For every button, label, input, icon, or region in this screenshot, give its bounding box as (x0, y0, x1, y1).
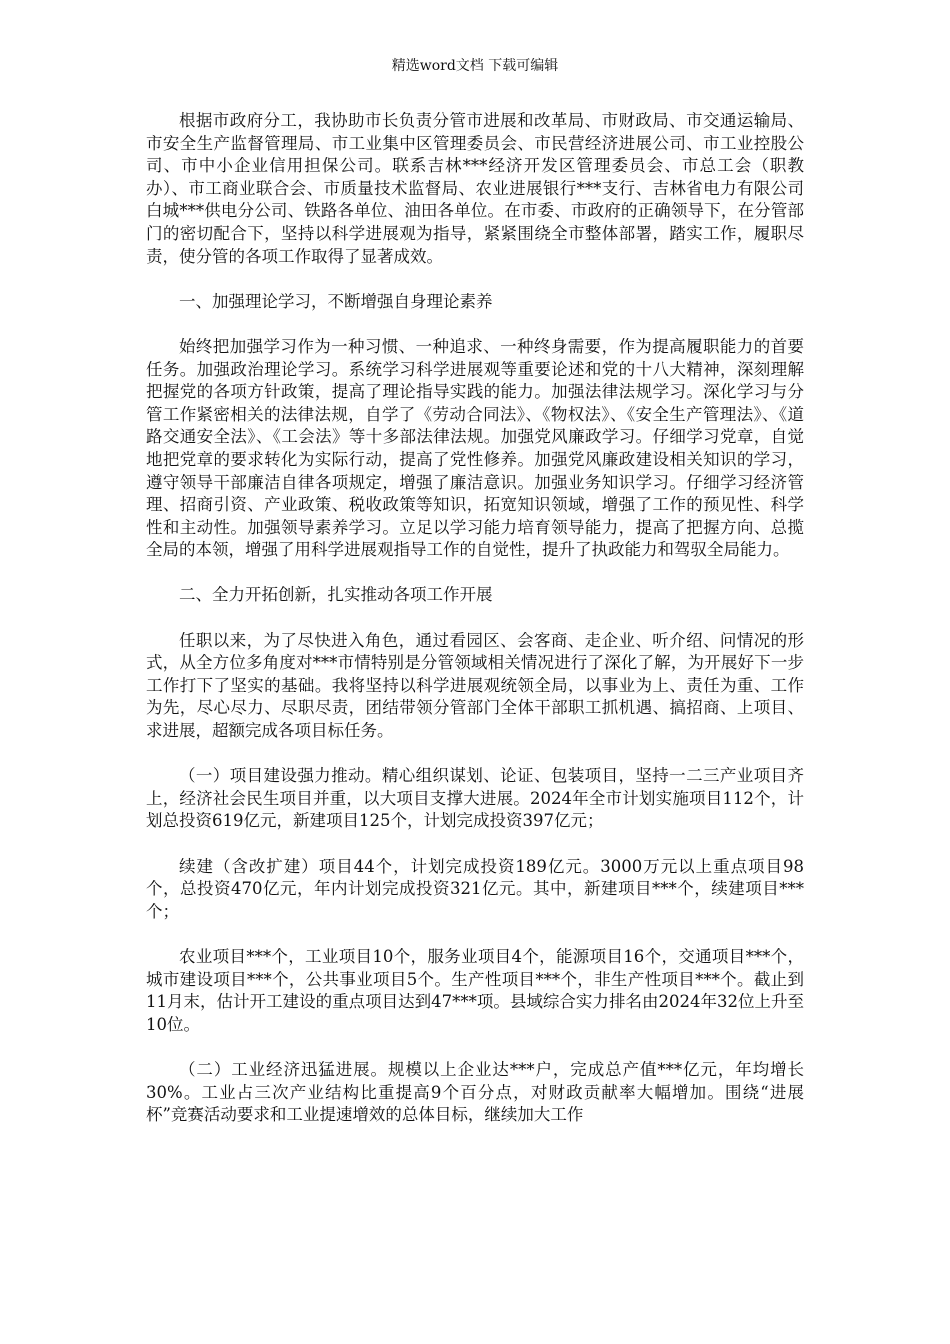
paragraph-continued-projects: 续建（含改扩建）项目44个，计划完成投资189亿元。3000万元以上重点项目98个，总投资470亿元，年内计划完成投资321亿元。其中，新建项目***个，续建项目***个； (146, 856, 804, 921)
paragraph-project-types: 农业项目***个，工业项目10个，服务业项目4个，能源项目16个，交通项目***个，城市建设项目***个，公共事业项目5个。生产性项目***个，非生产性项目***个。截止到11月末，估计开工建设的重点项目达到47***项。县域综合实力排名由2024年32位上升至10位。 (146, 946, 804, 1034)
paragraph-study: 始终把加强学习作为一种习惯、一种追求、一种终身需要，作为提高履职能力的首要任务。加强政治理论学习。系统学习科学进展观等重要论述和党的十八大精神，深刻理解把握党的各项方针政策，提高了理论指导实践的能力。加强法律法规学习。深化学习与分管工作紧密相关的法律法规，自学了《劳动合同法》、《物权法》、《安全生产管理法》、《道路交通安全法》、《工会法》等十多部法律法规。加强党风廉政学习。仔细学习党章，自觉地把党章的要求转化为实际行动，提高了党性修养。加强党风廉政建设相关知识的学习，遵守领导干部廉洁自律各项规定，增强了廉洁意识。加强业务知识学习。仔细学习经济管理、招商引资、产业政策、税收政策等知识，拓宽知识领域，增强了工作的预见性、科学性和主动性。加强领导素养学习。立足以学习能力培育领导能力，提高了把握方向、总揽全局的本领，增强了用科学进展观指导工作的自觉性，提升了执政能力和驾驭全局能力。 (146, 336, 804, 560)
paragraph-industry: （二）工业经济迅猛进展。规模以上企业达***户，完成总产值***亿元，年均增长30%。工业占三次产业结构比重提高9个百分点，对财政贡献率大幅增加。围绕“进展杯”竞赛活动要求和工业提速增效的总体目标，继续加大工作 (146, 1059, 804, 1125)
section-heading-2: 二、全力开拓创新，扎实推动各项工作开展 (179, 585, 493, 605)
paragraph-projects: （一）项目建设强力推动。精心组织谋划、论证、包装项目，坚持一二三产业项目齐上，经济社会民生项目并重，以大项目支撑大进展。2024年全市计划实施项目112个，计划总投资619亿元，新建项目125个，计划完成投资397亿元； (146, 766, 804, 831)
section-heading-1: 一、加强理论学习，不断增强自身理论素养 (179, 291, 493, 311)
paragraph-work: 任职以来，为了尽快进入角色，通过看园区、会客商、走企业、听介绍、问情况的形式，从全方位多角度对***市情特别是分管领域相关情况进行了深化了解，为开展好下一步工作打下了坚实的基础。我将坚持以科学进展观统领全局，以事业为上、责任为重、工作为先，尽心尽力、尽职尽责，团结带领分管部门全体干部职工抓机遇、搞招商、上项目、求进展，超额完成各项目标任务。 (146, 630, 804, 741)
paragraph-intro: 根据市政府分工，我协助市长负责分管市进展和改革局、市财政局、市交通运输局、市安全生产监督管理局、市工业集中区管理委员会、市民营经济进展公司、市工业控股公司、市中小企业信用担保公司。联系吉林***经济开发区管理委员会、市总工会（职教办）、市工商业联合会、市质量技术监督局、农业进展银行***支行、吉林省电力有限公司白城***供电分公司、铁路各单位、油田各单位。在市委、市政府的正确领导下，在分管部门的密切配合下，坚持以科学进展观为指导，紧紧围绕全市整体部署，踏实工作，履职尽责，使分管的各项工作取得了显著成效。 (146, 111, 804, 266)
page-header: 精选word文档 下载可编辑 (391, 58, 559, 74)
document-body (146, 110, 804, 1149)
